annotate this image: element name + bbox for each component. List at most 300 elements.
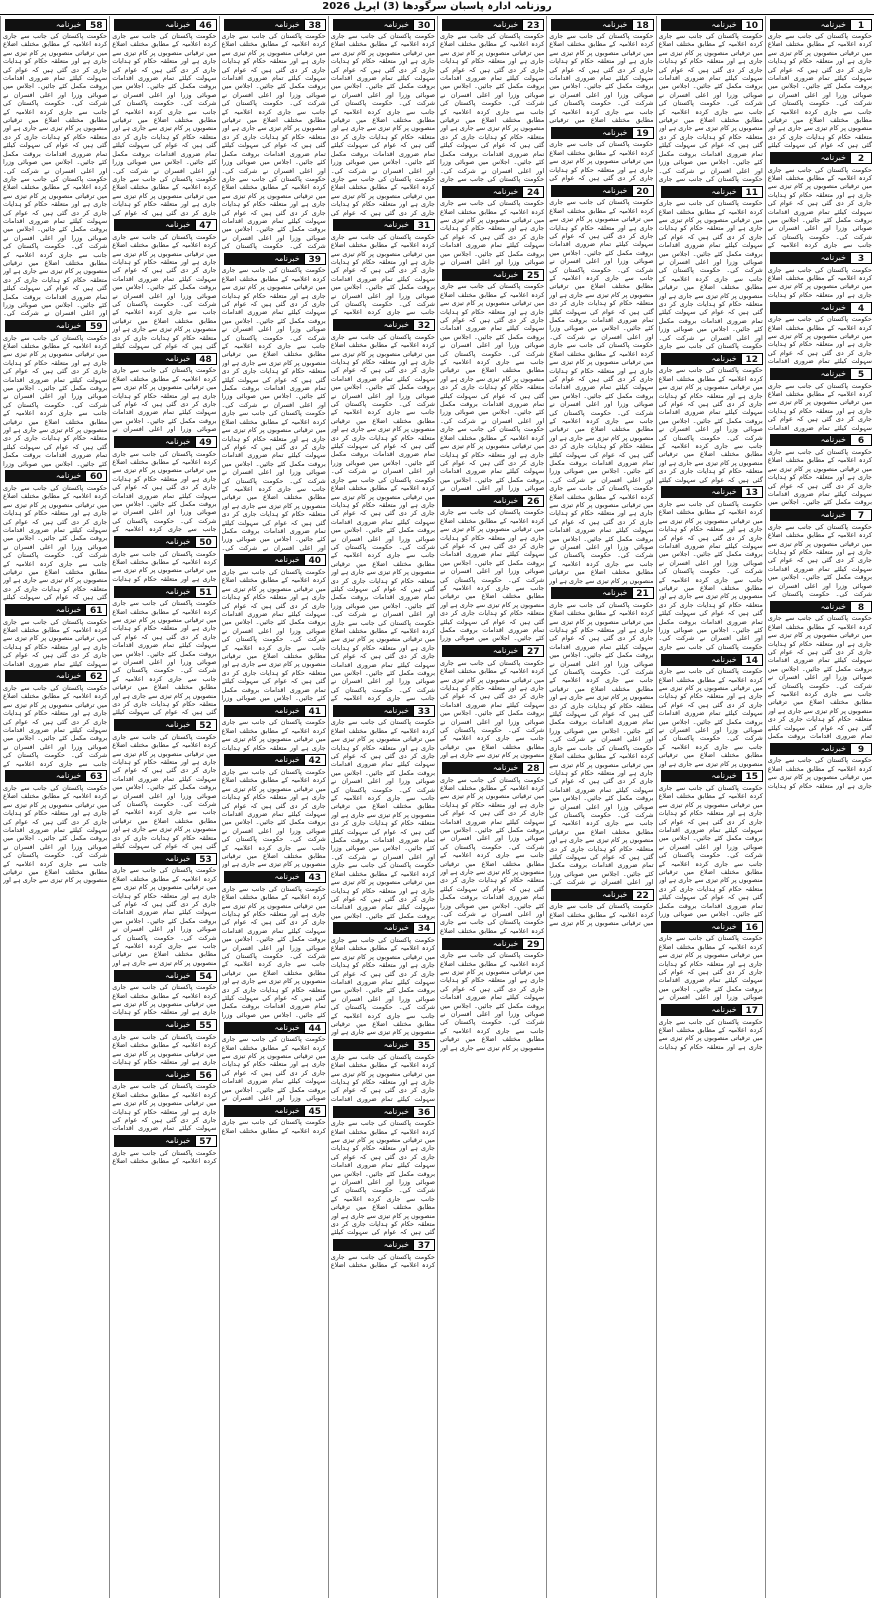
item-number: 26 (522, 495, 544, 507)
item-header (112, 1019, 216, 1032)
news-item (110, 1135, 218, 1166)
news-item (438, 494, 546, 642)
news-item (438, 18, 546, 183)
item-label: خبرنامہ (224, 253, 304, 265)
item-label: خبرنامہ (224, 1022, 304, 1034)
news-item (329, 219, 437, 317)
news-item (766, 600, 874, 740)
item-body-text: حکومت پاکستان کی جانب سے جاری کردہ اعلامیہ کے مطابق مختلف اضلاع (112, 1148, 217, 1166)
news-item (547, 587, 655, 887)
item-number: 47 (195, 219, 217, 231)
item-label: خبرنامہ (770, 19, 850, 31)
item-body-text: حکومت پاکستان کی جانب سے جاری کردہ اعلامیہ کے مطابق مختلف اضلاع میں ترقیاتی منصوبوں پر کام تیزی سے جاری ہے اور متعلقہ حکام کو ہدایات (658, 1017, 763, 1051)
item-number: 10 (741, 19, 763, 31)
news-item (657, 653, 765, 768)
item-body-text: حکومت پاکستان کی جانب سے جاری کردہ اعلامیہ کے مطابق مختلف اضلاع میں ترقیاتی منصوبوں پر کام تیزی سے جاری ہے اور متعلقہ حکام کو ہدایات جاری کر دی گئی ہیں کہ عوام کی سہولت کیلئے تمام ضروری اقدامات بروقت مکمل کئے جائیں۔ اجلاس میں صوبائی وزرا اور اعلی افسران نے شرکت کی۔ حکومت پاکستان کی جانب سے جاری کردہ اعلامیہ کے مطابق مختلف اضلاع میں ترقیاتی منصوبوں پر کام تیزی سے جاری ہے اور متعلقہ حکام کو ہدایات جاری کر دی گئی ہیں کہ عوام کی سہولت کیلئے (3, 483, 108, 602)
news-item (110, 1019, 218, 1067)
item-header (768, 152, 872, 165)
item-number: 9 (850, 743, 872, 755)
item-label: خبرنامہ (770, 509, 850, 521)
item-body-text: حکومت پاکستان کی جانب سے جاری کردہ اعلامیہ کے مطابق مختلف اضلاع میں ترقیاتی منصوبوں پر کام تیزی سے جاری ہے اور متعلقہ حکام کو ہدایات (221, 718, 326, 752)
item-header (331, 219, 435, 232)
item-number: 53 (195, 853, 217, 865)
item-header (331, 1105, 435, 1118)
item-label: خبرنامہ (333, 1239, 413, 1251)
item-header (112, 719, 216, 732)
news-item (657, 18, 765, 183)
news-item (657, 770, 765, 918)
item-header (331, 1239, 435, 1252)
news-item (220, 754, 328, 869)
news-item (110, 585, 218, 717)
item-label: خبرنامہ (333, 705, 413, 717)
item-label: خبرنامہ (5, 470, 85, 482)
item-body-text: حکومت پاکستان کی جانب سے جاری کردہ اعلامیہ کے مطابق مختلف اضلاع میں ترقیاتی منصوبوں پر کام تیزی سے جاری ہے اور متعلقہ حکام کو ہدایات جاری کر دی گئی ہیں کہ عوام کی سہولت کیلئے تمام ضروری اقدامات بروقت مکمل کئے جائیں۔ اجلاس میں صوبائی وزرا اور اعلی افسران نے شرکت کی۔ حکومت پاکستان کی جانب سے جاری کردہ اعلامیہ کے مطابق مختلف اضلاع میں ترقیاتی منصوبوں پر کام تیزی سے جاری ہے اور متعلقہ حکام کو ہدایات جاری کر دی گئی ہیں کہ عوام کی سہولت کیلئے تمام ضروری اقدامات بروقت مکمل کئے جائیں۔ اجلاس میں صوبائی وزرا (3, 333, 108, 468)
news-item (220, 554, 328, 702)
item-body-text: حکومت پاکستان کی جانب سے جاری کردہ اعلامیہ کے مطابق مختلف اضلاع میں ترقیاتی منصوبوں پر کام تیزی سے جاری ہے اور متعلقہ حکام کو ہدایات (112, 549, 217, 583)
item-header (112, 1135, 216, 1148)
item-label: خبرنامہ (442, 19, 522, 31)
item-number: 31 (413, 219, 435, 231)
item-header (440, 645, 544, 658)
item-number: 63 (85, 770, 107, 782)
item-label: خبرنامہ (114, 219, 194, 231)
item-header (112, 536, 216, 549)
item-header (659, 352, 763, 365)
news-item (329, 1105, 437, 1237)
item-number: 16 (741, 921, 763, 933)
item-body-text: حکومت پاکستان کی جانب سے جاری کردہ اعلامیہ کے مطابق مختلف اضلاع میں ترقیاتی منصوبوں پر کام تیزی سے جاری ہے اور متعلقہ حکام کو ہدایات (767, 756, 872, 790)
item-label: خبرنامہ (333, 319, 413, 331)
news-item (110, 969, 218, 1017)
news-item (547, 18, 655, 124)
item-body-text: حکومت پاکستان کی جانب سے جاری کردہ اعلامیہ کے مطابق مختلف اضلاع (330, 1252, 435, 1270)
item-body-text: حکومت پاکستان کی جانب سے جاری کردہ اعلامیہ کے مطابق مختلف اضلاع میں ترقیاتی منصوبوں پر کام تیزی سے جاری ہے اور متعلقہ حکام کو ہدایات جاری کر دی گئی ہیں کہ عوام کی سہولت کیلئے تمام ضروری اقدامات بروقت مکمل کئے جائیں۔ اجلاس میں صوبائی وزرا اور اعلی افسران نے شرکت کی۔ حکومت پاکستان کی جانب سے جاری کردہ اعلامیہ کے مطابق مختلف اضلاع میں ترقیاتی منصوبوں پر کام تیزی سے جاری ہے اور متعلقہ حکام کو ہدایات جاری کر دی گئی ہیں کہ عوام کی سہولت کیلئے (330, 1119, 435, 1237)
news-item (220, 871, 328, 1019)
item-label: خبرنامہ (5, 320, 85, 332)
item-label: خبرنامہ (551, 19, 631, 31)
news-item (329, 1039, 437, 1103)
item-label: خبرنامہ (661, 921, 741, 933)
item-header (222, 704, 326, 717)
item-header (112, 585, 216, 598)
item-header (768, 18, 872, 31)
item-body-text: حکومت پاکستان کی جانب سے جاری کردہ اعلامیہ کے مطابق مختلف اضلاع میں ترقیاتی منصوبوں پر کام تیزی سے جاری ہے اور متعلقہ حکام کو ہدایات جاری کر دی گئی ہیں کہ عوام کی سہولت کیلئے تمام ضروری اقدامات بروقت مکمل کئے جائیں۔ اجلاس میں صوبائی وزرا اور اعلی افسران نے شرکت کی۔ حکومت پاکستان کی جانب سے جاری کردہ اعلامیہ کے مطابق مختلف اضلاع میں ترقیاتی منصوبوں پر کام تیزی سے جاری ہے اور متعلقہ حکام کو ہدایات جاری کر دی گئی ہیں کہ عوام کی سہولت کیلئے تمام ضروری اقدامات بروقت مکمل کئے جائیں۔ اجلاس میں صوبائی وزرا اور اعلی افسران نے شرکت کی۔ حکومت پاکستان کی جانب سے جاری کردہ اعلامیہ کے مطابق مختلف اضلاع میں ترقیاتی منصوبوں پر کام تیزی سے جاری ہے اور متعلقہ حکام کو ہدایات جاری کر دی گئی ہیں کہ عوام کی (112, 32, 217, 217)
news-item (329, 18, 437, 217)
item-number: 52 (195, 719, 217, 731)
item-number: 54 (195, 970, 217, 982)
item-body-text: حکومت پاکستان کی جانب سے جاری کردہ اعلامیہ کے مطابق مختلف اضلاع میں ترقیاتی منصوبوں پر کام تیزی سے جاری ہے اور متعلقہ حکام کو ہدایات جاری کر دی گئی ہیں کہ عوام کی سہولت کیلئے تمام ضروری اقدامات بروقت مکمل کئے جائیں۔ اجلاس میں صوبائی وزرا اور اعلی افسران نے (221, 1035, 326, 1102)
item-number: 55 (195, 1019, 217, 1031)
item-number: 36 (413, 1106, 435, 1118)
item-number: 23 (522, 19, 544, 31)
news-item (329, 922, 437, 1037)
item-body-text: حکومت پاکستان کی جانب سے جاری کردہ اعلامیہ کے مطابق مختلف اضلاع میں ترقیاتی منصوبوں پر کام تیزی سے جاری ہے اور متعلقہ حکام کو ہدایات جاری کر دی گئی ہیں کہ عوام کی سہولت کیلئے تمام ضروری اقدامات بروقت مکمل کئے جائیں۔ اجلاس میں صوبائی وزرا اور اعلی افسران نے شرکت کی۔ حکومت پاکستان کی جانب سے جاری کردہ اعلامیہ کے مطابق مختلف اضلاع میں ترقیاتی منصوبوں پر کام تیزی سے جاری ہے اور متعلقہ حکام کو ہدایات جاری کر دی گئی ہیں کہ عوام کی سہولت کیلئے (767, 32, 872, 150)
item-number: 35 (413, 1039, 435, 1051)
item-body-text: حکومت پاکستان کی جانب سے جاری کردہ اعلامیہ کے مطابق مختلف اضلاع میں ترقیاتی منصوبوں پر کام تیزی سے جاری ہے اور متعلقہ حکام کو ہدایات جاری کر دی گئی ہیں کہ عوام کی سہولت کیلئے تمام ضروری اقدامات بروقت مکمل کئے جائیں۔ اجلاس میں صوبائی وزرا اور اعلی افسران نے شرکت کی۔ حکومت پاکستان کی جانب سے جاری کردہ اعلامیہ کے مطابق مختلف اضلاع میں ترقیاتی منصوبوں پر کام تیزی سے جاری ہے اور متعلقہ حکام کو ہدایات جاری کر دی گئی ہیں کہ عوام کی سہولت کیلئے تمام ضروری اقدامات بروقت مکمل کئے جائیں۔ اجلاس میں صوبائی وزرا اور اعلی افسران نے شرکت کی۔ حکومت پاکستان کی جانب سے جاری کردہ اعلامیہ کے مطابق مختلف اضلاع میں ترقیاتی منصوبوں پر کام تیزی سے جاری ہے اور متعلقہ حکام کو ہدایات جاری کر دی گئی ہیں کہ عوام کی سہولت کیلئے تمام ضروری اقدامات بروقت مکمل کئے جائیں۔ اجلاس میں صوبائی وزرا اور اعلی افسران نے (440, 282, 545, 493)
item-number: 15 (741, 770, 763, 782)
item-header (659, 486, 763, 499)
item-number: 60 (85, 470, 107, 482)
item-header (549, 888, 653, 901)
item-header (222, 252, 326, 265)
item-body-text: حکومت پاکستان کی جانب سے جاری کردہ اعلامیہ کے مطابق مختلف اضلاع میں ترقیاتی منصوبوں پر کام تیزی سے جاری ہے اور متعلقہ حکام کو ہدایات جاری کر دی گئی ہیں کہ عوام کی سہولت کیلئے تمام ضروری اقدامات بروقت مکمل کئے جائیں۔ اجلاس میں صوبائی وزرا اور اعلی افسران نے شرکت کی۔ حکومت پاکستان کی جانب سے جاری کردہ اعلامیہ کے مطابق مختلف اضلاع میں ترقیاتی منصوبوں پر کام تیزی سے جاری ہے اور متعلقہ حکام کو ہدایات جاری کر دی گئی ہیں کہ عوام کی سہولت کیلئے تمام ضروری اقدامات بروقت مکمل کئے جائیں۔ اجلاس میں صوبائی وزرا اور اعلی افسران نے شرکت کی۔ حکومت پاکستان کی جانب سے جاری کردہ اعلامیہ کے مطابق مختلف اضلاع میں ترقیاتی منصوبوں پر کام تیزی سے جاری ہے اور متعلقہ حکام کو ہدایات جاری کر دی گئی ہیں کہ عوام کی سہولت کیلئے تمام ضروری اقدامات بروقت مکمل کئے جائیں۔ اجلاس میں صوبائی وزرا اور اعلی افسران نے شرکت کی۔ حکومت پاکستان کی جانب سے جاری کردہ اعلامیہ کے مطابق مختلف اضلاع میں ترقیاتی منصوبوں پر کام تیزی سے جاری ہے اور متعلقہ حکام کو ہدایات جاری کر دی گئی ہیں کہ عوام کی سہولت کیلئے تمام ضروری اقدامات بروقت مکمل کئے جائیں۔ اجلاس میں صوبائی وزرا اور اعلی افسران نے شرکت کی۔ (221, 266, 326, 552)
item-label: خبرنامہ (114, 1019, 194, 1031)
item-header (440, 18, 544, 31)
news-item (657, 920, 765, 1001)
news-item (110, 219, 218, 351)
news-item (110, 436, 218, 534)
item-number: 33 (413, 705, 435, 717)
news-column (765, 16, 874, 1598)
item-body-text: حکومت پاکستان کی جانب سے جاری کردہ اعلامیہ کے مطابق مختلف اضلاع میں ترقیاتی منصوبوں پر کام تیزی سے جاری ہے اور متعلقہ حکام کو ہدایات جاری کر دی گئی ہیں کہ عوام کی سہولت کیلئے تمام ضروری اقدامات بروقت مکمل کئے جائیں۔ اجلاس میں صوبائی وزرا اور اعلی افسران نے شرکت کی۔ حکومت پاکستان کی جانب سے جاری کردہ اعلامیہ کے مطابق مختلف اضلاع میں ترقیاتی منصوبوں پر کام تیزی سے جاری ہے اور متعلقہ حکام کو ہدایات جاری کر دی گئی ہیں کہ عوام کی سہولت کیلئے تمام ضروری اقدامات بروقت مکمل (767, 614, 872, 741)
item-label: خبرنامہ (5, 770, 85, 782)
item-body-text: حکومت پاکستان کی جانب سے جاری کردہ اعلامیہ کے مطابق مختلف اضلاع میں ترقیاتی منصوبوں پر کام تیزی سے جاری ہے اور متعلقہ حکام کو ہدایات جاری کر دی گئی ہیں کہ عوام کی سہولت کیلئے تمام ضروری اقدامات بروقت مکمل کئے جائیں۔ اجلاس میں صوبائی وزرا اور اعلی افسران نے شرکت کی۔ حکومت پاکستان کی جانب سے جاری کردہ اعلامیہ کے مطابق مختلف اضلاع میں ترقیاتی منصوبوں پر کام تیزی سے جاری ہے اور متعلقہ حکام کو ہدایات جاری کر دی گئی ہیں کہ عوام کی سہولت کیلئے تمام ضروری اقدامات بروقت مکمل کئے جائیں۔ اجلاس میں صوبائی وزرا اور اعلی افسران نے شرکت کی۔ حکومت پاکستان کی جانب سے جاری کردہ اعلامیہ کے مطابق مختلف اضلاع (440, 775, 545, 935)
news-item (438, 645, 546, 760)
news-item (110, 352, 218, 433)
item-header (112, 18, 216, 31)
item-body-text: حکومت پاکستان کی جانب سے جاری کردہ اعلامیہ کے مطابق مختلف اضلاع میں ترقیاتی منصوبوں پر کام تیزی سے جاری ہے اور متعلقہ حکام کو ہدایات جاری کر دی گئی ہیں کہ عوام کی سہولت کیلئے تمام ضروری اقدامات بروقت مکمل کئے جائیں۔ اجلاس میں صوبائی وزرا اور اعلی افسران نے (112, 366, 217, 434)
item-header (3, 320, 107, 333)
item-body-text: حکومت پاکستان کی جانب سے جاری کردہ اعلامیہ کے مطابق مختلف اضلاع میں ترقیاتی منصوبوں پر کام تیزی سے جاری ہے اور متعلقہ حکام کو ہدایات جاری کر دی گئی ہیں کہ عوام کی سہولت کیلئے تمام ضروری اقدامات بروقت مکمل کئے جائیں۔ اجلاس میں (767, 447, 872, 507)
item-header (222, 1104, 326, 1117)
item-header (3, 670, 107, 683)
item-number: 4 (850, 302, 872, 314)
item-header (3, 470, 107, 483)
news-item (766, 152, 874, 250)
news-item (766, 742, 874, 790)
item-body-text: حکومت پاکستان کی جانب سے جاری کردہ اعلامیہ کے مطابق مختلف اضلاع میں ترقیاتی منصوبوں پر کام تیزی سے جاری ہے اور متعلقہ حکام کو ہدایات جاری کر دی گئی ہیں کہ عوام کی سہولت کیلئے تمام ضروری اقدامات بروقت مکمل کئے جائیں۔ اجلاس میں صوبائی وزرا اور اعلی افسران نے شرکت کی۔ حکومت پاکستان کی جانب سے جاری کردہ اعلامیہ کے مطابق مختلف اضلاع میں ترقیاتی منصوبوں پر کام تیزی سے جاری ہے اور متعلقہ حکام کو ہدایات جاری کر دی گئی ہیں کہ عوام کی سہولت کیلئے تمام ضروری اقدامات بروقت مکمل کئے جائیں۔ اجلاس میں صوبائی وزرا اور اعلی افسران نے شرکت کی۔ حکومت پاکستان کی جانب سے جاری کردہ اعلامیہ کے مطابق مختلف اضلاع میں ترقیاتی منصوبوں پر کام تیزی سے جاری ہے اور متعلقہ حکام کو ہدایات جاری کر دی گئی ہیں کہ عوام کی سہولت کیلئے تمام ضروری اقدامات بروقت مکمل کئے جائیں۔ اجلاس میں (330, 718, 435, 920)
item-body-text: حکومت پاکستان کی جانب سے جاری کردہ اعلامیہ کے مطابق مختلف اضلاع میں ترقیاتی منصوبوں پر کام تیزی سے جاری ہے اور متعلقہ حکام کو ہدایات (112, 1032, 217, 1066)
news-column (328, 16, 437, 1598)
item-body-text: حکومت پاکستان کی جانب سے جاری کردہ اعلامیہ کے مطابق مختلف اضلاع میں ترقیاتی منصوبوں پر کام تیزی سے جاری ہے اور متعلقہ حکام کو ہدایات جاری کر دی گئی ہیں کہ عوام کی سہولت کیلئے تمام ضروری اقدامات بروقت مکمل کئے جائیں۔ اجلاس میں صوبائی وزرا اور اعلی افسران نے شرکت کی۔ حکومت پاکستان کی جانب سے جاری کردہ اعلامیہ کے مطابق مختلف اضلاع میں ترقیاتی منصوبوں پر کام تیزی سے جاری ہے اور (440, 951, 545, 1052)
news-item (1, 320, 109, 468)
item-body-text: حکومت پاکستان کی جانب سے جاری کردہ اعلامیہ کے مطابق مختلف اضلاع میں ترقیاتی منصوبوں پر کام تیزی سے جاری ہے اور متعلقہ حکام کو ہدایات جاری کر دی گئی ہیں کہ عوام کی سہولت کیلئے تمام ضروری اقدامات بروقت مکمل کئے جائیں۔ اجلاس میں صوبائی وزرا اور اعلی افسران نے شرکت کی۔ حکومت پاکستان کی (767, 522, 872, 599)
item-label: خبرنامہ (661, 654, 741, 666)
item-header (549, 587, 653, 600)
item-number: 34 (413, 922, 435, 934)
item-header (112, 436, 216, 449)
item-label: خبرنامہ (114, 586, 194, 598)
item-body-text: حکومت پاکستان کی جانب سے جاری کردہ اعلامیہ کے مطابق مختلف اضلاع میں ترقیاتی منصوبوں پر کام تیزی سے جاری ہے اور متعلقہ حکام کو ہدایات جاری کر دی گئی ہیں کہ عوام کی سہولت کیلئے تمام ضروری اقدامات بروقت مکمل کئے جائیں۔ اجلاس میں صوبائی وزرا اور اعلی افسران نے شرکت کی۔ حکومت پاکستان کی جانب سے جاری کردہ اعلامیہ کے مطابق مختلف اضلاع میں ترقیاتی منصوبوں پر کام تیزی سے جاری ہے اور متعلقہ حکام کو ہدایات جاری کر دی گئی ہیں کہ عوام کی سہولت کیلئے تمام ضروری اقدامات بروقت مکمل کئے جائیں۔ اجلاس میں صوبائی وزرا اور اعلی افسران نے شرکت کی۔ حکومت پاکستان کی جانب سے جاری کردہ اعلامیہ کے مطابق مختلف اضلاع میں ترقیاتی منصوبوں پر کام تیزی سے جاری ہے اور متعلقہ حکام کو ہدایات جاری کر دی گئی ہیں کہ عوام کی سہولت کیلئے تمام ضروری اقدامات بروقت مکمل کئے جائیں۔ اجلاس میں صوبائی وزرا اور اعلی افسران نے شرکت کی۔ حکومت پاکستان کی جانب سے جاری کردہ اعلامیہ کے مطابق مختلف اضلاع میں ترقیاتی منصوبوں پر کام تیزی سے جاری ہے اور متعلقہ حکام کو ہدایات جاری کر دی گئی ہیں کہ عوام کی سہولت کیلئے تمام ضروری اقدامات بروقت مکمل کئے جائیں۔ اجلاس میں صوبائی وزرا اور اعلی افسران نے شرکت کی۔ حکومت پاکستان کی جانب سے جاری کردہ اعلامیہ کے مطابق مختلف اضلاع میں ترقیاتی منصوبوں پر کام تیزی سے جاری ہے اور متعلقہ حکام کو ہدایات جاری کر دی گئی ہیں کہ عوام کی سہولت کیلئے تمام ضروری اقدامات بروقت مکمل کئے جائیں۔ اجلاس میں صوبائی وزرا اور اعلی افسران نے شرکت کی۔ حکومت پاکستان کی جانب سے جاری کردہ اعلامیہ کے (330, 332, 435, 703)
item-label: خبرنامہ (442, 269, 522, 281)
item-number: 25 (522, 269, 544, 281)
item-label: خبرنامہ (114, 970, 194, 982)
item-label: خبرنامہ (224, 754, 304, 766)
news-item (766, 368, 874, 432)
news-item (657, 185, 765, 350)
item-body-text: حکومت پاکستان کی جانب سے جاری کردہ اعلامیہ کے مطابق مختلف اضلاع میں ترقیاتی منصوبوں پر کام تیزی سے جاری ہے اور متعلقہ حکام کو ہدایات جاری کر دی گئی ہیں کہ عوام کی سہولت کیلئے تمام ضروری اقدامات بروقت مکمل کئے جائیں۔ اجلاس میں صوبائی وزرا اور اعلی افسران نے شرکت کی۔ حکومت پاکستان کی جانب سے جاری کردہ اعلامیہ کے (3, 683, 108, 768)
item-label: خبرنامہ (5, 670, 85, 682)
page-title: روزنامہ ادارہ پاسبان سرگودھا (3) اپریل 2026 (0, 0, 874, 15)
item-label: خبرنامہ (661, 770, 741, 782)
item-body-text: حکومت پاکستان کی جانب سے جاری کردہ اعلامیہ کے مطابق مختلف اضلاع میں ترقیاتی منصوبوں پر کام تیزی سے جاری ہے اور متعلقہ حکام کو ہدایات جاری کر دی گئی ہیں کہ عوام کی سہولت کیلئے تمام ضروری اقدامات (112, 1082, 217, 1133)
item-label: خبرنامہ (333, 922, 413, 934)
news-item (766, 434, 874, 507)
item-number: 62 (85, 670, 107, 682)
news-column (437, 16, 546, 1598)
item-header (659, 770, 763, 783)
item-label: خبرنامہ (5, 19, 85, 31)
item-number: 38 (304, 19, 326, 31)
item-number: 50 (195, 536, 217, 548)
item-body-text: حکومت پاکستان کی جانب سے جاری کردہ اعلامیہ کے مطابق مختلف اضلاع میں ترقیاتی منصوبوں پر کام تیزی سے جاری ہے اور متعلقہ حکام کو ہدایات جاری کر دی گئی ہیں کہ عوام کی سہولت کیلئے تمام ضروری اقدامات بروقت مکمل کئے جائیں۔ اجلاس میں صوبائی وزرا اور اعلی افسران نے شرکت کی۔ حکومت پاکستان کی جانب سے جاری کردہ اعلامیہ کے مطابق مختلف اضلاع میں ترقیاتی منصوبوں پر کام تیزی سے جاری ہے اور متعلقہ حکام کو ہدایات جاری کر دی گئی ہیں کہ عوام کی سہولت کیلئے تمام ضروری اقدامات بروقت مکمل کئے جائیں۔ اجلاس میں صوبائی وزرا اور اعلی افسران نے شرکت کی۔ حکومت پاکستان کی جانب سے جاری کردہ اعلامیہ کے مطابق مختلف اضلاع میں ترقیاتی منصوبوں پر کام تیزی سے جاری ہے اور متعلقہ حکام کو ہدایات جاری کر دی گئی ہیں کہ عوام کی (330, 32, 435, 217)
item-number: 13 (741, 486, 763, 498)
item-label: خبرنامہ (224, 19, 304, 31)
item-number: 3 (850, 252, 872, 264)
news-item (1, 604, 109, 668)
item-number: 61 (85, 604, 107, 616)
item-number: 24 (522, 186, 544, 198)
news-item (329, 1239, 437, 1270)
news-item (438, 762, 546, 936)
item-label: خبرنامہ (770, 252, 850, 264)
item-label: خبرنامہ (770, 152, 850, 164)
item-label: خبرنامہ (661, 186, 741, 198)
item-body-text: حکومت پاکستان کی جانب سے جاری کردہ اعلامیہ کے مطابق مختلف اضلاع میں ترقیاتی منصوبوں پر کام تیزی سے جاری ہے اور متعلقہ حکام کو ہدایات جاری کر دی گئی ہیں کہ عوام کی سہولت کیلئے تمام ضروری اقدامات بروقت مکمل کئے جائیں۔ اجلاس میں صوبائی وزرا اور اعلی افسران نے (440, 199, 545, 267)
item-number: 48 (195, 353, 217, 365)
item-number: 37 (413, 1239, 435, 1251)
item-body-text: حکومت پاکستان کی جانب سے جاری کردہ اعلامیہ کے مطابق مختلف اضلاع میں ترقیاتی منصوبوں پر کام تیزی سے جاری ہے اور متعلقہ حکام کو ہدایات جاری کر دی گئی ہیں کہ عوام کی سہولت کیلئے تمام ضروری اقدامات بروقت مکمل کئے جائیں۔ اجلاس میں صوبائی وزرا اور اعلی افسران نے شرکت کی۔ حکومت پاکستان کی جانب سے جاری کردہ اعلامیہ کے مطابق مختلف اضلاع میں ترقیاتی منصوبوں پر کام تیزی سے جاری ہے اور (440, 658, 545, 760)
item-label: خبرنامہ (5, 604, 85, 616)
item-body-text: حکومت پاکستان کی جانب سے جاری کردہ اعلامیہ کے مطابق مختلف اضلاع میں ترقیاتی منصوبوں پر کام تیزی سے جاری ہے اور متعلقہ حکام کو ہدایات جاری کر دی گئی ہیں کہ عوام کی سہولت کیلئے تمام ضروری اقدامات بروقت مکمل کئے جائیں۔ اجلاس میں صوبائی وزرا اور اعلی افسران نے شرکت کی۔ حکومت پاکستان کی جانب سے جاری کردہ اعلامیہ کے مطابق مختلف اضلاع میں ترقیاتی منصوبوں پر کام تیزی سے جاری ہے اور (658, 667, 763, 768)
item-body-text: حکومت پاکستان کی جانب سے جاری کردہ اعلامیہ کے مطابق مختلف اضلاع میں ترقیاتی منصوبوں پر کام تیزی سے جاری ہے اور متعلقہ حکام کو ہدایات جاری کر دی گئی ہیں کہ عوام کی سہولت کیلئے تمام ضروری اقدامات (3, 617, 108, 668)
item-label: خبرنامہ (661, 486, 741, 498)
item-number: 32 (413, 319, 435, 331)
item-number: 39 (304, 253, 326, 265)
item-body-text: حکومت پاکستان کی جانب سے جاری کردہ اعلامیہ کے مطابق مختلف اضلاع میں ترقیاتی منصوبوں پر کام تیزی سے جاری ہے اور متعلقہ حکام کو ہدایات جاری کر دی گئی ہیں کہ عوام کی (549, 140, 654, 183)
news-item (329, 319, 437, 703)
news-item (766, 301, 874, 365)
item-number: 14 (741, 654, 763, 666)
item-header (112, 352, 216, 365)
item-label: خبرنامہ (442, 186, 522, 198)
item-number: 45 (304, 1105, 326, 1117)
item-body-text: حکومت پاکستان کی جانب سے جاری کردہ اعلامیہ کے مطابق مختلف اضلاع میں ترقیاتی منصوبوں پر کام تیزی سے جاری ہے اور متعلقہ حکام کو ہدایات جاری کر دی گئی ہیں کہ عوام کی سہولت کیلئے تمام ضروری اقدامات بروقت مکمل کئے جائیں۔ اجلاس میں صوبائی وزرا اور اعلی افسران نے شرکت کی۔ حکومت پاکستان کی جانب سے جاری کردہ اعلامیہ کے مطابق مختلف اضلاع میں ترقیاتی منصوبوں پر کام تیزی سے جاری ہے اور متعلقہ حکام کو ہدایات جاری کر دی گئی ہیں کہ عوام کی سہولت کیلئے (658, 366, 763, 484)
item-label: خبرنامہ (114, 19, 194, 31)
item-label: خبرنامہ (224, 554, 304, 566)
item-body-text: حکومت پاکستان کی جانب سے جاری کردہ اعلامیہ کے مطابق مختلف اضلاع میں ترقیاتی منصوبوں پر کام تیزی سے (549, 902, 654, 928)
item-label: خبرنامہ (770, 743, 850, 755)
item-header (222, 18, 326, 31)
item-number: 40 (304, 554, 326, 566)
item-header (768, 509, 872, 522)
item-header (331, 704, 435, 717)
item-header (3, 604, 107, 617)
item-label: خبرنامہ (333, 219, 413, 231)
item-header (659, 1004, 763, 1017)
item-body-text: حکومت پاکستان کی جانب سے جاری کردہ اعلامیہ کے مطابق مختلف اضلاع میں ترقیاتی منصوبوں پر کام تیزی سے جاری ہے اور متعلقہ حکام کو ہدایات جاری کر دی گئی ہیں کہ عوام کی سہولت کیلئے تمام ضروری اقدامات بروقت مکمل کئے جائیں۔ اجلاس میں صوبائی وزرا اور اعلی افسران نے شرکت کی۔ حکومت پاکستان کی جانب سے جاری کردہ اعلامیہ کے مطابق مختلف اضلاع میں ترقیاتی (549, 32, 654, 125)
item-number: 41 (304, 705, 326, 717)
item-body-text: حکومت پاکستان کی جانب سے جاری کردہ اعلامیہ کے مطابق مختلف اضلاع میں ترقیاتی منصوبوں پر کام تیزی سے جاری ہے اور متعلقہ حکام کو ہدایات جاری کر دی گئی ہیں کہ عوام کی سہولت کیلئے تمام ضروری اقدامات بروقت مکمل کئے جائیں۔ اجلاس میں صوبائی وزرا اور اعلی افسران نے شرکت کی۔ حکومت پاکستان کی جانب سے جاری کردہ اعلامیہ کے مطابق مختلف اضلاع میں ترقیاتی منصوبوں پر کام تیزی سے جاری ہے اور (112, 866, 217, 967)
item-number: 8 (850, 601, 872, 613)
item-header (768, 600, 872, 613)
news-item (220, 18, 328, 250)
news-item (438, 937, 546, 1052)
item-body-text: حکومت پاکستان کی جانب سے جاری کردہ اعلامیہ کے مطابق مختلف اضلاع میں ترقیاتی منصوبوں پر کام تیزی سے جاری ہے اور متعلقہ حکام کو ہدایات جاری کر دی گئی ہیں کہ عوام کی سہولت کیلئے تمام ضروری اقدامات (767, 315, 872, 366)
item-body-text: حکومت پاکستان کی جانب سے جاری کردہ اعلامیہ کے مطابق مختلف اضلاع میں ترقیاتی منصوبوں پر کام تیزی سے جاری ہے اور متعلقہ حکام کو ہدایات جاری کر دی گئی ہیں کہ عوام کی سہولت کیلئے تمام ضروری اقدامات بروقت مکمل کئے جائیں۔ اجلاس میں صوبائی وزرا اور اعلی افسران نے شرکت کی۔ حکومت پاکستان کی جانب سے جاری کردہ اعلامیہ کے مطابق مختلف اضلاع میں ترقیاتی منصوبوں پر کام تیزی سے جاری ہے اور متعلقہ حکام کو ہدایات جاری کر دی گئی ہیں کہ عوام کی سہولت کیلئے تمام ضروری اقدامات بروقت مکمل کئے جائیں۔ اجلاس میں صوبائی وزرا اور اعلی افسران نے شرکت کی۔ حکومت پاکستان کی جانب سے جاری (440, 32, 545, 183)
item-body-text: حکومت پاکستان کی جانب سے جاری کردہ اعلامیہ کے مطابق مختلف اضلاع میں ترقیاتی منصوبوں پر کام تیزی سے جاری ہے اور متعلقہ حکام کو ہدایات جاری کر دی گئی ہیں کہ عوام کی سہولت کیلئے تمام ضروری اقدامات بروقت مکمل کئے جائیں۔ اجلاس میں صوبائی وزرا اور اعلی افسران نے شرکت کی۔ حکومت پاکستان کی جانب سے جاری کردہ اعلامیہ کے مطابق مختلف اضلاع میں ترقیاتی منصوبوں پر کام تیزی سے جاری ہے اور متعلقہ حکام کو ہدایات جاری کر دی گئی ہیں کہ عوام کی سہولت کیلئے تمام ضروری اقدامات بروقت مکمل کئے جائیں۔ اجلاس میں صوبائی وزرا (440, 508, 545, 643)
item-label: خبرنامہ (333, 1039, 413, 1051)
item-number: 17 (741, 1004, 763, 1016)
item-body-text: حکومت پاکستان کی جانب سے جاری کردہ اعلامیہ کے مطابق مختلف اضلاع میں ترقیاتی منصوبوں پر کام تیزی سے جاری ہے اور متعلقہ حکام کو ہدایات جاری کر دی گئی ہیں کہ عوام کی سہولت کیلئے تمام ضروری اقدامات بروقت مکمل کئے جائیں۔ اجلاس میں صوبائی وزرا اور اعلی افسران نے شرکت کی۔ حکومت پاکستان کی جانب سے جاری کردہ اعلامیہ کے مطابق مختلف اضلاع میں ترقیاتی منصوبوں پر کام تیزی سے جاری ہے اور متعلقہ حکام کو ہدایات جاری کر دی گئی ہیں کہ عوام کی سہولت کیلئے تمام ضروری اقدامات بروقت مکمل کئے جائیں۔ اجلاس میں صوبائی وزرا اور اعلی افسران نے شرکت کی۔ حکومت پاکستان کی جانب سے جاری کردہ اعلامیہ کے مطابق مختلف اضلاع میں ترقیاتی منصوبوں پر کام تیزی سے جاری ہے اور متعلقہ حکام کو ہدایات جاری کر دی گئی ہیں کہ عوام کی سہولت کیلئے تمام ضروری اقدامات بروقت مکمل کئے جائیں۔ اجلاس میں صوبائی وزرا اور اعلی افسران نے شرکت کی۔ حکومت پاکستان کی جانب سے جاری کردہ اعلامیہ کے مطابق مختلف اضلاع میں ترقیاتی منصوبوں پر کام تیزی سے جاری ہے اور متعلقہ حکام کو ہدایات جاری کر دی گئی ہیں کہ عوام کی سہولت کیلئے تمام ضروری اقدامات بروقت مکمل کئے جائیں۔ اجلاس میں صوبائی وزرا اور اعلی افسران نے شرکت کی۔ (549, 600, 654, 887)
item-number: 49 (195, 436, 217, 448)
item-header (659, 185, 763, 198)
news-item (329, 704, 437, 920)
item-label: خبرنامہ (551, 889, 631, 901)
item-body-text: حکومت پاکستان کی جانب سے جاری کردہ اعلامیہ کے مطابق مختلف اضلاع میں ترقیاتی منصوبوں پر کام تیزی سے جاری ہے اور متعلقہ حکام کو ہدایات (767, 265, 872, 299)
item-label: خبرنامہ (770, 601, 850, 613)
news-item (1, 470, 109, 602)
item-body-text: حکومت پاکستان کی جانب سے جاری کردہ اعلامیہ کے مطابق مختلف اضلاع میں ترقیاتی منصوبوں پر کام تیزی سے جاری ہے اور متعلقہ حکام کو ہدایات جاری کر دی گئی ہیں کہ عوام کی سہولت کیلئے تمام ضروری اقدامات بروقت مکمل کئے جائیں۔ اجلاس میں صوبائی وزرا اور اعلی افسران نے شرکت کی۔ حکومت پاکستان کی جانب سے جاری کردہ اعلامیہ کے مطابق مختلف اضلاع میں ترقیاتی منصوبوں پر کام تیزی سے جاری ہے اور متعلقہ حکام کو ہدایات جاری کر دی گئی ہیں کہ عوام کی سہولت کیلئے تمام ضروری اقدامات بروقت مکمل کئے جائیں۔ اجلاس میں صوبائی وزرا (221, 884, 326, 1019)
item-header (768, 368, 872, 381)
item-header (549, 18, 653, 31)
news-column (219, 16, 328, 1598)
item-header (331, 922, 435, 935)
item-label: خبرنامہ (551, 587, 631, 599)
item-header (112, 1068, 216, 1081)
item-number: 57 (195, 1135, 217, 1147)
news-item (110, 18, 218, 217)
item-label: خبرنامہ (333, 1106, 413, 1118)
item-number: 18 (632, 19, 654, 31)
item-header (768, 742, 872, 755)
item-body-text: حکومت پاکستان کی جانب سے جاری کردہ اعلامیہ کے مطابق مختلف اضلاع میں ترقیاتی منصوبوں پر کام تیزی سے جاری ہے اور متعلقہ حکام کو ہدایات جاری کر دی گئی ہیں کہ عوام کی سہولت کیلئے تمام ضروری اقدامات بروقت مکمل کئے جائیں۔ اجلاس میں صوبائی وزرا اور اعلی افسران نے شرکت کی۔ حکومت پاکستان کی جانب سے جاری کردہ اعلامیہ کے مطابق مختلف اضلاع میں ترقیاتی منصوبوں پر کام تیزی سے جاری ہے اور (221, 767, 326, 869)
news-column (546, 16, 655, 1598)
item-number: 5 (850, 368, 872, 380)
item-body-text: حکومت پاکستان کی جانب سے جاری کردہ اعلامیہ کے مطابق مختلف اضلاع میں ترقیاتی منصوبوں پر کام تیزی سے جاری ہے اور متعلقہ حکام کو ہدایات جاری کر دی گئی ہیں کہ عوام کی سہولت کیلئے تمام ضروری اقدامات بروقت مکمل کئے جائیں۔ اجلاس میں صوبائی وزرا اور اعلی افسران نے شرکت کی۔ حکومت پاکستان کی جانب سے جاری کردہ اعلامیہ کے مطابق مختلف اضلاع میں ترقیاتی منصوبوں پر کام تیزی سے جاری ہے اور متعلقہ حکام کو ہدایات جاری کر دی گئی ہیں کہ عوام کی سہولت کیلئے تمام ضروری اقدامات بروقت مکمل کئے جائیں۔ اجلاس میں صوبائی وزرا اور اعلی افسران نے شرکت کی۔ حکومت پاکستان کی جانب سے جاری (658, 499, 763, 651)
news-item (220, 252, 328, 552)
item-body-text: حکومت پاکستان کی جانب سے جاری کردہ اعلامیہ کے مطابق مختلف اضلاع میں ترقیاتی منصوبوں پر کام تیزی سے جاری ہے اور متعلقہ حکام کو ہدایات جاری کر دی گئی ہیں کہ عوام کی سہولت کیلئے تمام ضروری اقدامات بروقت مکمل کئے جائیں۔ اجلاس میں صوبائی وزرا اور اعلی افسران نے شرکت کی۔ حکومت پاکستان کی جانب سے جاری کردہ اعلامیہ کے مطابق مختلف اضلاع میں ترقیاتی منصوبوں پر کام تیزی سے جاری ہے اور متعلقہ حکام کو ہدایات جاری کر دی گئی ہیں کہ عوام کی سہولت کیلئے تمام ضروری اقدامات بروقت مکمل کئے جائیں۔ اجلاس میں صوبائی وزرا اور اعلی افسران نے شرکت کی۔ حکومت پاکستان کی جانب سے جاری کردہ اعلامیہ کے مطابق مختلف اضلاع میں ترقیاتی منصوبوں پر کام تیزی سے جاری ہے اور متعلقہ حکام کو ہدایات جاری کر دی گئی ہیں کہ عوام کی سہولت کیلئے تمام ضروری اقدامات بروقت مکمل کئے جائیں۔ اجلاس میں صوبائی وزرا اور اعلی افسران نے شرکت کی۔ حکومت پاکستان کی جانب سے جاری کردہ اعلامیہ کے مطابق مختلف اضلاع میں ترقیاتی منصوبوں پر کام تیزی سے جاری ہے اور متعلقہ حکام کو ہدایات جاری کر دی گئی ہیں کہ عوام کی سہولت کیلئے تمام ضروری اقدامات بروقت مکمل کئے جائیں۔ اجلاس میں صوبائی وزرا اور اعلی افسران نے شرکت کی۔ حکومت پاکستان کی جانب سے جاری کردہ اعلامیہ کے مطابق مختلف اضلاع میں ترقیاتی منصوبوں پر کام تیزی سے جاری ہے اور متعلقہ حکام کو ہدایات جاری کر دی گئی ہیں کہ عوام کی سہولت کیلئے تمام ضروری اقدامات بروقت مکمل کئے جائیں۔ اجلاس میں صوبائی وزرا اور اعلی افسران نے شرکت کی۔ حکومت پاکستان کی جانب سے جاری کردہ اعلامیہ کے مطابق مختلف اضلاع میں ترقیاتی منصوبوں پر کام تیزی سے جاری ہے اور (549, 198, 654, 585)
item-label: خبرنامہ (114, 1069, 194, 1081)
item-body-text: حکومت پاکستان کی جانب سے جاری کردہ اعلامیہ کے مطابق مختلف اضلاع میں ترقیاتی منصوبوں پر کام تیزی سے جاری ہے اور متعلقہ حکام کو ہدایات جاری کر دی گئی ہیں کہ عوام کی سہولت کیلئے تمام ضروری اقدامات بروقت مکمل کئے جائیں۔ اجلاس میں صوبائی وزرا اور اعلی افسران نے شرکت کی۔ حکومت پاکستان کی جانب سے جاری کردہ اعلامیہ کے مطابق مختلف اضلاع میں ترقیاتی منصوبوں پر کام تیزی سے جاری ہے اور متعلقہ حکام کو ہدایات جاری کر دی گئی ہیں کہ عوام کی سہولت کیلئے تمام ضروری اقدامات بروقت مکمل کئے جائیں۔ اجلاس میں صوبائی وزرا اور اعلی افسران نے شرکت کی۔ حکومت پاکستان کی جانب سے جاری (658, 199, 763, 351)
news-column (656, 16, 765, 1598)
news-item (766, 509, 874, 599)
item-number: 44 (304, 1022, 326, 1034)
item-number: 27 (522, 645, 544, 657)
news-item (220, 704, 328, 752)
item-header (331, 1039, 435, 1052)
news-item (220, 1021, 328, 1102)
item-header (440, 185, 544, 198)
item-body-text: حکومت پاکستان کی جانب سے جاری کردہ اعلامیہ کے مطابق مختلف اضلاع میں ترقیاتی منصوبوں پر کام تیزی سے جاری ہے اور متعلقہ حکام کو ہدایات جاری کر دی گئی ہیں کہ عوام کی سہولت کیلئے تمام ضروری اقدامات بروقت مکمل کئے جائیں۔ اجلاس میں صوبائی وزرا اور اعلی افسران نے شرکت کی۔ حکومت پاکستان کی جانب سے جاری کردہ اعلامیہ کے مطابق مختلف اضلاع میں ترقیاتی منصوبوں پر کام تیزی سے جاری ہے اور متعلقہ حکام کو ہدایات جاری کر دی گئی ہیں کہ عوام کی سہولت کیلئے تمام ضروری اقدامات بروقت مکمل کئے جائیں۔ اجلاس میں صوبائی وزرا اور اعلی افسران نے شرکت کی۔ حکومت پاکستان کی جانب سے جاری کردہ اعلامیہ کے مطابق مختلف اضلاع میں ترقیاتی منصوبوں پر کام تیزی سے جاری ہے اور متعلقہ حکام کو ہدایات جاری کر دی گئی ہیں کہ عوام کی سہولت کیلئے تمام ضروری اقدامات بروقت مکمل کئے جائیں۔ اجلاس میں صوبائی وزرا اور اعلی افسران نے شرکت کی۔ حکومت پاکستان کی جانب سے جاری کردہ اعلامیہ کے مطابق مختلف اضلاع میں ترقیاتی منصوبوں پر کام تیزی سے جاری ہے اور متعلقہ حکام کو ہدایات جاری کر دی گئی ہیں کہ عوام کی سہولت کیلئے تمام ضروری اقدامات بروقت مکمل کئے جائیں۔ اجلاس میں صوبائی وزرا اور اعلی افسران نے شرکت کی۔ (3, 32, 108, 318)
item-label: خبرنامہ (442, 495, 522, 507)
item-body-text: حکومت پاکستان کی جانب سے جاری کردہ اعلامیہ کے مطابق مختلف اضلاع میں ترقیاتی منصوبوں پر کام تیزی سے جاری ہے اور متعلقہ حکام کو ہدایات جاری کر دی گئی ہیں کہ عوام کی سہولت کیلئے تمام ضروری اقدامات بروقت مکمل کئے جائیں۔ اجلاس میں صوبائی وزرا اور اعلی افسران نے شرکت کی۔ حکومت پاکستان کی جانب سے جاری کردہ اعلامیہ کے (112, 449, 217, 534)
item-label: خبرنامہ (770, 434, 850, 446)
item-label: خبرنامہ (114, 853, 194, 865)
item-label: خبرنامہ (551, 185, 631, 197)
item-header (3, 18, 107, 31)
news-item (657, 486, 765, 651)
news-item (110, 719, 218, 851)
item-body-text: حکومت پاکستان کی جانب سے جاری کردہ اعلامیہ کے مطابق مختلف اضلاع میں ترقیاتی منصوبوں پر کام تیزی سے جاری ہے اور متعلقہ حکام کو ہدایات جاری کر دی گئی ہیں کہ عوام کی سہولت کیلئے تمام ضروری اقدامات بروقت مکمل کئے جائیں۔ اجلاس میں صوبائی وزرا اور اعلی افسران نے شرکت کی۔ حکومت پاکستان کی جانب سے جاری کردہ اعلامیہ کے مطابق مختلف اضلاع میں ترقیاتی منصوبوں پر کام تیزی سے جاری ہے اور متعلقہ حکام کو ہدایات جاری کر دی گئی ہیں کہ عوام کی سہولت کیلئے (112, 599, 217, 717)
item-number: 21 (632, 587, 654, 599)
item-header (3, 770, 107, 783)
news-item (1, 770, 109, 885)
news-item (547, 888, 655, 927)
item-label: خبرنامہ (551, 127, 631, 139)
item-number: 59 (85, 320, 107, 332)
news-item (438, 268, 546, 492)
item-number: 51 (195, 586, 217, 598)
item-label: خبرنامہ (224, 1105, 304, 1117)
news-item (657, 352, 765, 484)
news-item (1, 670, 109, 768)
item-label: خبرنامہ (114, 353, 194, 365)
item-number: 30 (413, 19, 435, 31)
item-header (440, 762, 544, 775)
item-header (331, 18, 435, 31)
news-item (110, 1068, 218, 1132)
item-number: 58 (85, 19, 107, 31)
news-item (110, 852, 218, 967)
item-header (549, 126, 653, 139)
item-header (768, 301, 872, 314)
item-label: خبرنامہ (442, 645, 522, 657)
item-header (659, 18, 763, 31)
item-label: خبرنامہ (661, 1004, 741, 1016)
news-column (109, 16, 218, 1598)
item-number: 29 (522, 938, 544, 950)
item-header (222, 554, 326, 567)
item-number: 2 (850, 152, 872, 164)
item-header (112, 969, 216, 982)
item-number: 42 (304, 754, 326, 766)
item-number: 43 (304, 871, 326, 883)
item-label: خبرنامہ (224, 871, 304, 883)
item-header (549, 184, 653, 197)
item-body-text: حکومت پاکستان کی جانب سے جاری کردہ اعلامیہ کے مطابق مختلف اضلاع میں ترقیاتی منصوبوں پر کام تیزی سے جاری ہے اور متعلقہ حکام کو ہدایات جاری کر دی گئی ہیں کہ عوام کی سہولت کیلئے تمام ضروری اقدامات بروقت مکمل کئے جائیں۔ اجلاس میں صوبائی وزرا اور اعلی افسران نے شرکت کی۔ حکومت پاکستان کی جانب سے جاری کردہ اعلامیہ کے مطابق مختلف اضلاع میں ترقیاتی منصوبوں پر کام تیزی سے جاری ہے اور متعلقہ حکام کو ہدایات جاری کر دی گئی ہیں کہ عوام کی سہولت کیلئے (112, 232, 217, 351)
item-number: 7 (850, 509, 872, 521)
item-number: 12 (741, 353, 763, 365)
news-item (547, 184, 655, 584)
item-number: 19 (632, 127, 654, 139)
item-number: 11 (741, 186, 763, 198)
item-label: خبرنامہ (114, 436, 194, 448)
item-body-text: حکومت پاکستان کی جانب سے جاری کردہ اعلامیہ کے مطابق مختلف اضلاع میں ترقیاتی منصوبوں پر کام تیزی سے جاری ہے اور متعلقہ حکام کو ہدایات جاری کر دی گئی ہیں کہ عوام کی سہولت کیلئے تمام ضروری اقدامات بروقت مکمل کئے جائیں۔ اجلاس میں صوبائی وزرا اور اعلی افسران نے شرکت کی۔ حکومت پاکستان کی جانب سے جاری کردہ اعلامیہ کے (767, 165, 872, 250)
item-header (222, 754, 326, 767)
item-number: 22 (632, 889, 654, 901)
news-item (766, 18, 874, 150)
item-header (331, 319, 435, 332)
item-body-text: حکومت پاکستان کی جانب سے جاری کردہ اعلامیہ کے مطابق مختلف اضلاع میں ترقیاتی منصوبوں پر کام تیزی سے جاری ہے اور متعلقہ حکام کو ہدایات جاری کر دی گئی ہیں کہ عوام کی سہولت کیلئے تمام ضروری اقدامات بروقت مکمل کئے جائیں۔ اجلاس میں صوبائی وزرا اور اعلی افسران نے شرکت کی۔ حکومت پاکستان کی جانب سے جاری کردہ اعلامیہ کے مطابق مختلف اضلاع میں ترقیاتی منصوبوں پر کام تیزی سے جاری ہے اور متعلقہ حکام کو ہدایات جاری کر دی گئی ہیں کہ عوام کی سہولت کیلئے تمام ضروری اقدامات بروقت مکمل کئے جائیں۔ اجلاس میں صوبائی وزرا (221, 567, 326, 703)
item-body-text: حکومت پاکستان کی جانب سے جاری کردہ اعلامیہ کے مطابق مختلف اضلاع میں ترقیاتی منصوبوں پر کام تیزی سے جاری ہے اور متعلقہ حکام کو ہدایات جاری کر دی گئی ہیں کہ عوام کی سہولت کیلئے تمام ضروری اقدامات بروقت مکمل کئے جائیں۔ اجلاس میں صوبائی وزرا اور اعلی افسران نے شرکت کی۔ حکومت پاکستان کی جانب سے جاری کردہ اعلامیہ کے مطابق مختلف اضلاع میں ترقیاتی منصوبوں پر کام تیزی سے جاری ہے اور متعلقہ حکام کو ہدایات جاری کر دی گئی ہیں کہ عوام کی سہولت کیلئے (112, 732, 217, 851)
item-label: خبرنامہ (442, 762, 522, 774)
item-body-text: حکومت پاکستان کی جانب سے جاری کردہ اعلامیہ کے مطابق مختلف اضلاع میں ترقیاتی منصوبوں پر کام تیزی سے جاری ہے اور متعلقہ حکام کو ہدایات جاری کر دی گئی ہیں کہ عوام کی سہولت کیلئے تمام ضروری اقدامات بروقت مکمل کئے جائیں۔ اجلاس میں صوبائی وزرا اور اعلی افسران نے شرکت کی۔ حکومت پاکستان کی جانب سے جاری کردہ اعلامیہ کے (330, 232, 435, 317)
item-body-text: حکومت پاکستان کی جانب سے جاری کردہ اعلامیہ کے مطابق مختلف اضلاع میں ترقیاتی منصوبوں پر کام تیزی سے جاری ہے اور متعلقہ حکام کو ہدایات جاری کر دی گئی ہیں کہ عوام کی سہولت کیلئے تمام ضروری اقدامات (330, 1052, 435, 1103)
item-body-text: حکومت پاکستان کی جانب سے جاری کردہ اعلامیہ کے مطابق مختلف اضلاع میں ترقیاتی منصوبوں پر کام تیزی سے جاری ہے اور متعلقہ حکام کو ہدایات جاری کر دی گئی ہیں کہ عوام کی سہولت کیلئے تمام ضروری اقدامات بروقت مکمل کئے جائیں۔ اجلاس میں صوبائی وزرا اور اعلی افسران نے شرکت کی۔ حکومت پاکستان کی جانب سے جاری کردہ اعلامیہ کے مطابق مختلف اضلاع میں ترقیاتی منصوبوں پر کام تیزی سے جاری ہے اور (3, 783, 108, 885)
item-label: خبرنامہ (224, 705, 304, 717)
item-header (440, 937, 544, 950)
item-number: 1 (850, 19, 872, 31)
item-number: 6 (850, 434, 872, 446)
item-header (112, 852, 216, 865)
item-label: خبرنامہ (333, 19, 413, 31)
news-item (547, 126, 655, 182)
item-number: 46 (195, 19, 217, 31)
item-label: خبرنامہ (442, 938, 522, 950)
item-header (659, 920, 763, 933)
item-body-text: حکومت پاکستان کی جانب سے جاری کردہ اعلامیہ کے مطابق مختلف اضلاع میں ترقیاتی منصوبوں پر کام تیزی سے جاری ہے اور متعلقہ حکام کو ہدایات جاری کر دی گئی ہیں کہ عوام کی سہولت کیلئے تمام ضروری اقدامات بروقت مکمل کئے جائیں۔ اجلاس میں صوبائی وزرا اور اعلی افسران نے شرکت کی۔ حکومت پاکستان کی جانب سے جاری کردہ اعلامیہ کے مطابق مختلف اضلاع میں ترقیاتی منصوبوں پر کام تیزی سے جاری ہے اور متعلقہ حکام کو ہدایات جاری کر دی گئی ہیں کہ عوام کی سہولت کیلئے تمام ضروری اقدامات بروقت مکمل کئے جائیں۔ اجلاس میں صوبائی وزرا اور اعلی افسران نے شرکت کی۔ حکومت پاکستان کی جانب سے جاری (658, 32, 763, 183)
item-header (768, 434, 872, 447)
item-header (659, 653, 763, 666)
item-header (112, 219, 216, 232)
news-item (1, 18, 109, 318)
item-body-text: حکومت پاکستان کی جانب سے جاری کردہ اعلامیہ کے مطابق مختلف اضلاع میں ترقیاتی منصوبوں پر کام تیزی سے جاری ہے اور متعلقہ حکام کو ہدایات جاری کر دی گئی ہیں کہ عوام کی سہولت کیلئے تمام ضروری اقدامات بروقت مکمل کئے جائیں۔ اجلاس میں صوبائی وزرا اور اعلی افسران نے (658, 934, 763, 1002)
item-label: خبرنامہ (770, 368, 850, 380)
item-header (222, 1021, 326, 1034)
item-body-text: حکومت پاکستان کی جانب سے جاری کردہ اعلامیہ کے مطابق مختلف اضلاع میں ترقیاتی منصوبوں پر کام تیزی سے جاری ہے اور متعلقہ حکام کو ہدایات جاری کر دی گئی ہیں کہ عوام کی سہولت کیلئے تمام ضروری اقدامات بروقت مکمل کئے جائیں۔ اجلاس میں صوبائی وزرا اور اعلی افسران نے شرکت کی۔ حکومت پاکستان کی جانب سے جاری کردہ اعلامیہ کے مطابق مختلف اضلاع میں ترقیاتی منصوبوں پر کام تیزی سے جاری ہے اور متعلقہ حکام کو ہدایات جاری کر دی گئی ہیں کہ عوام کی سہولت کیلئے تمام ضروری اقدامات بروقت مکمل کئے جائیں۔ اجلاس میں صوبائی وزرا اور اعلی افسران نے شرکت کی۔ حکومت پاکستان کی جانب سے جاری کردہ اعلامیہ کے مطابق مختلف اضلاع میں ترقیاتی منصوبوں پر کام تیزی سے جاری ہے اور متعلقہ حکام کو ہدایات جاری کر دی گئی ہیں کہ عوام کی سہولت کیلئے تمام ضروری اقدامات بروقت مکمل کئے جائیں۔ اجلاس میں صوبائی وزرا اور اعلی افسران نے شرکت کی۔ حکومت پاکستان کی (221, 32, 326, 251)
